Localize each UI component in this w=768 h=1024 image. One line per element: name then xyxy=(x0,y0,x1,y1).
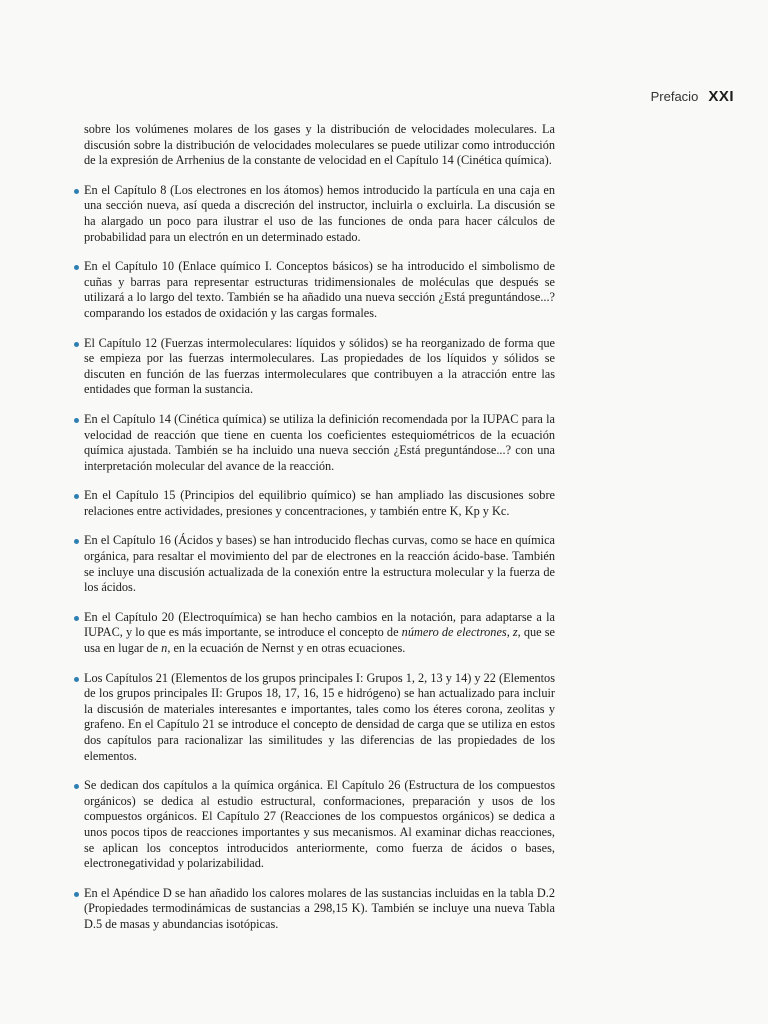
list-item xyxy=(84,778,555,872)
running-head-section: Prefacio xyxy=(650,89,699,104)
list-item-text: Se dedican dos capítulos a la química orgánica. El Capítulo 26 (Estructura de los compuestos orgánicos) se dedica al estudio estructural, conformaciones, preparación y usos de los compuestos orgánicos. El Capítulo 27 (Reacciones de los compuestos orgánicos) se dedica a unos pocos tipos de reacciones importantes y sus mecanismos. Al examinar dichas reacciones, se aplican los conceptos introducidos anteriormente, como fuerza de ácidos o bases, electronegatividad y polarizabilidad. xyxy=(84,778,555,871)
list-item-text: En el Capítulo 10 (Enlace químico I. Conceptos básicos) se ha introducido el simbolismo de cuñas y barras para representar estructuras tridimensionales de moléculas que después se utilizará a lo largo del texto. También se ha añadido una nueva sección ¿Está preguntándose...? comparando los estados de oxidación y las cargas formales. xyxy=(84,259,555,320)
list-item xyxy=(84,886,555,933)
bullet-icon xyxy=(74,189,79,194)
list-item-text-part: que se usa en lugar de xyxy=(84,625,555,656)
lead-paragraph: sobre los volúmenes molares de los gases y la distribución de velocidades moleculares. La discusión sobre la distribución de velocidades moleculares se puede utilizar como introducción de la expresión de Arrhenius de la constante de velocidad en el Capítulo 14 (Cinética química). xyxy=(84,122,555,168)
list-item xyxy=(84,412,555,474)
list-item-text: En el Capítulo 8 (Los electrones en los átomos) hemos introducido la partícula en una caja en una sección nueva, así queda a discreción del instructor, incluirla o excluirla. La discusión se ha alargado un poco para ilustrar el uso de las funciones de onda para hacer cálculos de probabilidad para un electrón en un determinado estado. xyxy=(84,182,555,244)
bullet-icon xyxy=(74,539,79,544)
emphasis-symbol: n xyxy=(161,641,168,656)
page-number: XXI xyxy=(708,88,734,105)
bullet-icon xyxy=(74,784,79,789)
list-item xyxy=(84,488,555,519)
list-item-text: En el Capítulo 14 (Cinética química) se utiliza la definición recomendada por la IUPAC para la velocidad de reacción que tiene en cuenta los coeficientes estequiométricos de la ecuación química ajustada. También se ha incluido una nueva sección ¿Está preguntándose...? con una interpretación molecular del avance de la reacción. xyxy=(84,411,555,473)
list-item xyxy=(84,610,555,657)
bullet-icon xyxy=(74,677,79,682)
list-item-text-part: En el Capítulo 20 (Electroquímica) se han hecho cambios en la notación, para adaptarse a la IUPAC, y lo que es más importante, se introduce el concepto de xyxy=(84,609,555,640)
bullet-icon xyxy=(74,892,79,897)
list-item-text: En el Capítulo 16 (Ácidos y bases) se han introducido flechas curvas, como se hace en química orgánica, para resaltar el movimiento del par de electrones en la reacción ácido-base. También se incluye una discusión actualizada de la conexión entre la estructura molecular y la fuerza de los ácidos. xyxy=(84,533,555,595)
list-item xyxy=(84,183,555,245)
bullet-icon xyxy=(74,616,79,621)
list-item-text: En el Apéndice D se han añadido los calores molares de las sustancias incluidas en la tabla D.2 (Propiedades termodinámicas de sustancias a 298,15 K). También se incluye una nueva Tabla D.5 de masas y abundancias isotópicas. xyxy=(84,885,555,931)
list-item-text: El Capítulo 12 (Fuerzas intermoleculares: líquidos y sólidos) se ha reorganizado de forma que se empieza por las fuerzas intermoleculares. Las propiedades de los líquidos y sólidos se discuten en función de las fuerzas intermoleculares que contribuyen a la atracción entre las entidades que forman la sustancia. xyxy=(84,335,555,397)
list-item-text: En el Capítulo 15 (Principios del equilibrio químico) se han ampliado las discusiones sobre relaciones entre actividades, presiones y concentraciones, y también entre K, Kp y Kc. xyxy=(84,488,555,518)
running-head xyxy=(651,88,734,105)
body-text xyxy=(84,122,555,947)
list-item xyxy=(84,533,555,595)
list-item-text xyxy=(84,610,555,655)
bullet-icon xyxy=(74,418,79,423)
list-item xyxy=(84,336,555,398)
list-item-text-part: , en la ecuación de Nernst y en otras ecuaciones. xyxy=(167,641,406,656)
emphasis-term: número de electrones, z, xyxy=(401,625,521,640)
list-item xyxy=(84,671,555,765)
bullet-list xyxy=(84,183,555,933)
list-item xyxy=(84,259,555,321)
bullet-icon xyxy=(74,494,79,499)
bullet-icon xyxy=(74,265,79,270)
list-item-text: Los Capítulos 21 (Elementos de los grupos principales I: Grupos 1, 2, 13 y 14) y 22 (Elementos de los grupos principales II: Grupos 18, 17, 16, 15 e hidrógeno) se han actualizado para incluir la discusión de materiales interesantes e importantes, tales como los éteres corona, zeolitas y grafeno. En el Capítulo 21 se introduce el concepto de densidad de carga que se utiliza en estos dos capítulos para racionalizar las similitudes y las diferencias de las propiedades de los elementos. xyxy=(84,670,555,763)
bullet-icon xyxy=(74,342,79,347)
